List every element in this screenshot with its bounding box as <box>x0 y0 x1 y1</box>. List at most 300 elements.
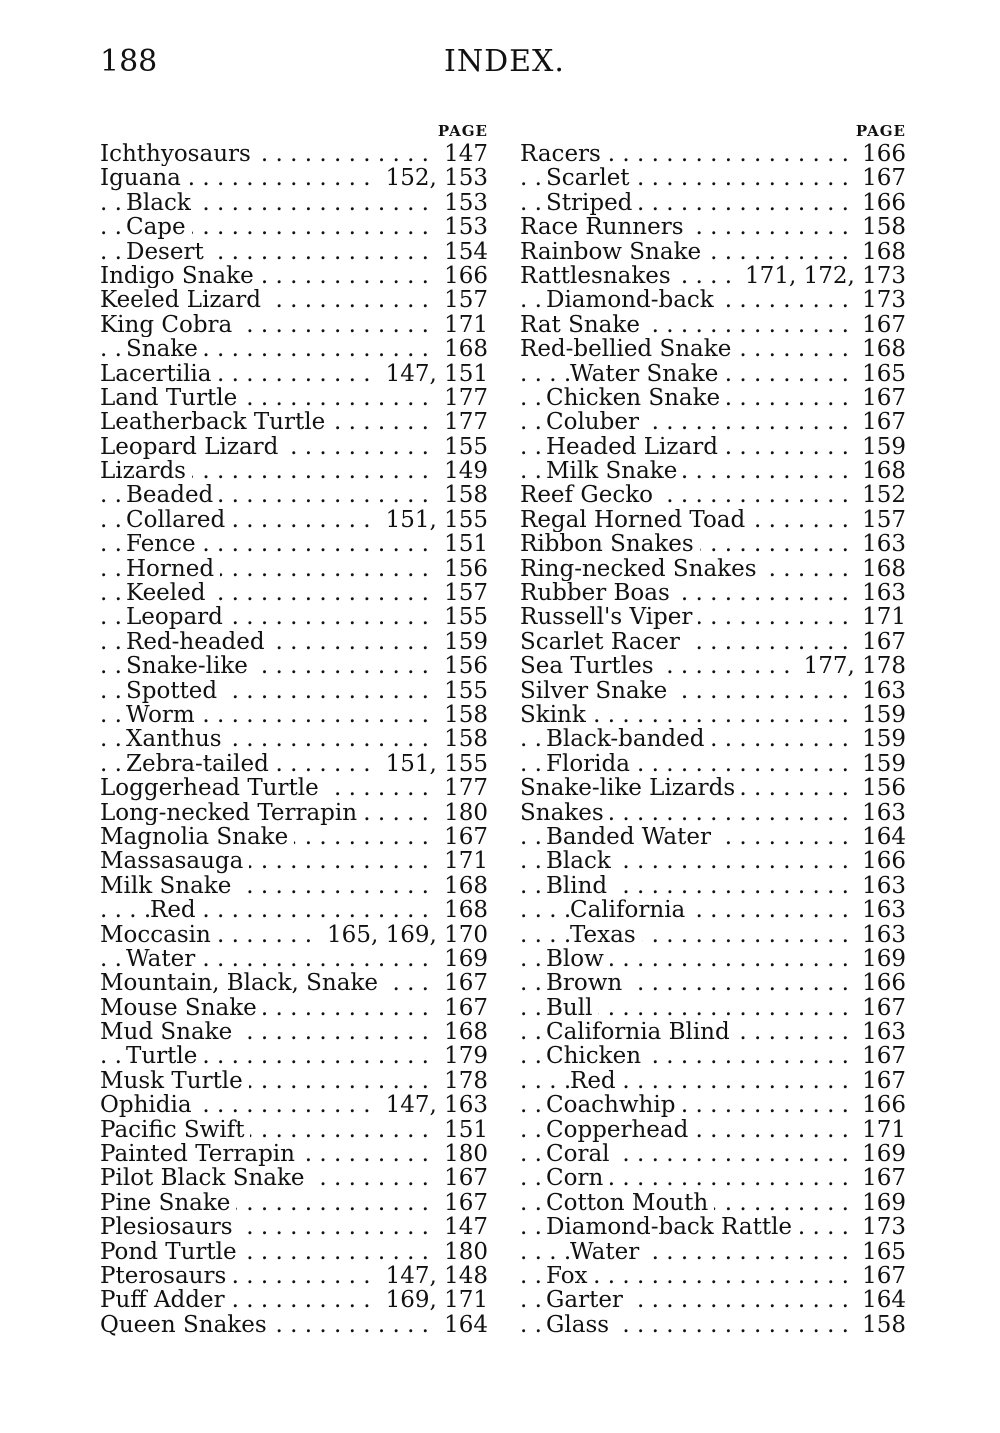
index-entry <box>100 557 488 581</box>
index-column-right <box>520 120 906 1337</box>
page-reference: 167 <box>856 1044 906 1068</box>
index-term: Snakes <box>520 801 610 825</box>
index-entry <box>100 1118 488 1142</box>
index-term: Coluber <box>546 410 645 434</box>
page-reference: 166 <box>856 191 906 215</box>
page-reference: 167 <box>856 1166 906 1190</box>
page-reference: 168 <box>438 898 488 922</box>
page-reference: 167 <box>856 410 906 434</box>
index-entry <box>100 483 488 507</box>
index-term: Glass <box>546 1313 615 1337</box>
page-reference: 158 <box>856 215 906 239</box>
index-entry <box>520 1142 906 1166</box>
index-entry <box>520 532 906 556</box>
index-term: Race Runners <box>520 215 690 239</box>
index-term: Snake-like Lizards <box>520 776 741 800</box>
index-term: Rattlesnakes <box>520 264 677 288</box>
index-term: Mud Snake <box>100 1020 238 1044</box>
index-entry <box>520 581 906 605</box>
index-entry <box>100 1020 488 1044</box>
index-term: Regal Horned Toad <box>520 508 751 532</box>
index-entry <box>520 1191 906 1215</box>
page-reference: 155 <box>438 605 488 629</box>
index-term: Land Turtle <box>100 386 243 410</box>
index-term: Iguana <box>100 166 187 190</box>
index-term: Leopard Lizard <box>100 435 284 459</box>
index-term: Snake-like <box>126 654 254 678</box>
page-reference: 163 <box>856 801 906 825</box>
index-entry <box>100 1093 488 1117</box>
page-reference: 165 <box>856 1240 906 1264</box>
page-reference: 159 <box>856 435 906 459</box>
index-entry <box>520 557 906 581</box>
page-reference: 155 <box>438 435 488 459</box>
index-entry <box>100 191 488 215</box>
page-reference: 171 <box>438 313 488 337</box>
page-reference: 147 <box>438 142 488 166</box>
index-term: Massasauga <box>100 849 249 873</box>
page-reference: 167 <box>856 166 906 190</box>
index-entry <box>520 435 906 459</box>
index-term: Water Snake <box>570 362 724 386</box>
page-reference: 167 <box>438 971 488 995</box>
page-reference: 163 <box>856 923 906 947</box>
index-entry <box>100 1191 488 1215</box>
index-entry <box>520 947 906 971</box>
index-entry <box>520 313 906 337</box>
index-entry <box>520 288 906 312</box>
page-reference: 158 <box>856 1313 906 1337</box>
index-term: Coral <box>546 1142 616 1166</box>
index-entry <box>520 142 906 166</box>
index-term: Puff Adder <box>100 1288 231 1312</box>
page-number: 188 <box>100 44 158 79</box>
index-term: Painted Terrapin <box>100 1142 301 1166</box>
index-entry <box>100 459 488 483</box>
index-term: Red <box>570 1069 622 1093</box>
page-reference: 155 <box>438 679 488 703</box>
page-reference: 163 <box>856 898 906 922</box>
index-term: California Blind <box>546 1020 736 1044</box>
index-entry <box>100 727 488 751</box>
index-entry <box>520 727 906 751</box>
index-entry <box>100 386 488 410</box>
index-entry <box>100 1142 488 1166</box>
index-entry <box>100 679 488 703</box>
index-entry <box>100 825 488 849</box>
index-term: Long-necked Terrapin <box>100 801 363 825</box>
index-entry <box>100 654 488 678</box>
index-entry <box>520 605 906 629</box>
page-reference: 169 <box>856 1142 906 1166</box>
index-entry <box>520 1215 906 1239</box>
page-reference: 167 <box>438 825 488 849</box>
index-entry <box>100 264 488 288</box>
index-entry <box>520 264 906 288</box>
index-entry <box>520 752 906 776</box>
page-reference: 164 <box>438 1313 488 1337</box>
page-reference: 167 <box>856 1069 906 1093</box>
index-entry <box>100 752 488 776</box>
page-reference: 151 <box>438 1118 488 1142</box>
index-entry <box>100 630 488 654</box>
index-term: Water <box>126 947 201 971</box>
index-entry <box>520 1264 906 1288</box>
page-reference: 167 <box>856 1264 906 1288</box>
index-term: Keeled <box>126 581 211 605</box>
index-term: Red-headed <box>126 630 271 654</box>
index-term: Headed Lizard <box>546 435 724 459</box>
index-term: Striped <box>546 191 638 215</box>
index-term: Beaded <box>126 483 219 507</box>
page-reference: 168 <box>438 337 488 361</box>
index-term: Queen Snakes <box>100 1313 273 1337</box>
page-reference: 156 <box>856 776 906 800</box>
index-entry <box>520 1093 906 1117</box>
page-reference: 168 <box>856 337 906 361</box>
index-term: Leatherback Turtle <box>100 410 331 434</box>
index-entry <box>520 362 906 386</box>
index-term: Black-banded <box>546 727 710 751</box>
index-entry <box>100 947 488 971</box>
index-term: Pilot Black Snake <box>100 1166 311 1190</box>
page-reference: 151, 155 <box>380 508 488 532</box>
index-term: Fence <box>126 532 202 556</box>
index-term: Snake <box>126 337 204 361</box>
index-entry <box>520 1240 906 1264</box>
index-entry <box>100 874 488 898</box>
page-reference: 167 <box>856 630 906 654</box>
index-term: Desert <box>126 240 210 264</box>
index-entry <box>520 654 906 678</box>
page-reference: 158 <box>438 483 488 507</box>
index-term: Chicken Snake <box>546 386 726 410</box>
page-reference: 168 <box>856 557 906 581</box>
index-entry <box>100 288 488 312</box>
index-term: Pterosaurs <box>100 1264 232 1288</box>
index-term: Reef Gecko <box>520 483 659 507</box>
page-reference: 164 <box>856 825 906 849</box>
page-reference: 166 <box>856 142 906 166</box>
page-reference: 171 <box>856 605 906 629</box>
index-term: Banded Water <box>546 825 717 849</box>
page-reference: 169 <box>856 947 906 971</box>
page-column-label: PAGE <box>437 122 488 140</box>
index-entry <box>520 776 906 800</box>
index-entry <box>100 435 488 459</box>
page-reference: 163 <box>856 532 906 556</box>
index-term: Silver Snake <box>520 679 673 703</box>
index-term: Lizards <box>100 459 192 483</box>
index-term: King Cobra <box>100 313 238 337</box>
page-reference: 163 <box>856 874 906 898</box>
page-reference: 169 <box>438 947 488 971</box>
index-entry <box>100 1215 488 1239</box>
page-reference: 158 <box>438 727 488 751</box>
page-reference: 165 <box>856 362 906 386</box>
index-term: Racers <box>520 142 607 166</box>
index-term: Collared <box>126 508 231 532</box>
index-term: Florida <box>546 752 636 776</box>
page-reference: 167 <box>438 996 488 1020</box>
index-entry <box>100 703 488 727</box>
index-term: Spotted <box>126 679 223 703</box>
index-term: Cotton Mouth <box>546 1191 714 1215</box>
page-reference: 180 <box>438 1142 488 1166</box>
page-reference: 166 <box>438 264 488 288</box>
index-entry <box>520 1118 906 1142</box>
index-term: Black <box>546 849 617 873</box>
page-reference: 156 <box>438 557 488 581</box>
page-reference: 159 <box>856 703 906 727</box>
index-term: Horned <box>126 557 220 581</box>
index-column-left <box>100 120 488 1337</box>
index-entry <box>100 1069 488 1093</box>
page-reference: 147, 163 <box>380 1093 488 1117</box>
index-term: Magnolia Snake <box>100 825 294 849</box>
index-entry <box>100 1313 488 1337</box>
page-reference: 151, 155 <box>380 752 488 776</box>
index-entry <box>520 996 906 1020</box>
running-title: INDEX. <box>444 44 565 79</box>
index-term: Rat Snake <box>520 313 646 337</box>
page-reference: 153 <box>438 191 488 215</box>
index-entry <box>520 191 906 215</box>
index-entry <box>520 825 906 849</box>
index-term: Coachwhip <box>546 1093 681 1117</box>
page-reference: 169 <box>856 1191 906 1215</box>
page-reference: 171 <box>856 1118 906 1142</box>
page-reference: 147, 148 <box>380 1264 488 1288</box>
index-term: Milk Snake <box>546 459 683 483</box>
page-reference: 167 <box>856 996 906 1020</box>
index-entry <box>520 483 906 507</box>
index-entry <box>100 1044 488 1068</box>
index-entry <box>100 581 488 605</box>
index-entry <box>520 386 906 410</box>
page-reference: 159 <box>856 727 906 751</box>
index-entry <box>100 166 488 190</box>
page-reference: 152, 153 <box>380 166 488 190</box>
index-entry <box>520 898 906 922</box>
page-reference: 152 <box>856 483 906 507</box>
page-reference: 167 <box>856 313 906 337</box>
index-entry <box>100 362 488 386</box>
index-term: Ichthyosaurs <box>100 142 257 166</box>
page-reference: 147, 151 <box>380 362 488 386</box>
index-term: Turtle <box>126 1044 203 1068</box>
index-entry <box>520 215 906 239</box>
index-term: Worm <box>126 703 201 727</box>
page-reference: 179 <box>438 1044 488 1068</box>
index-term: Red <box>150 898 202 922</box>
page-reference: 166 <box>856 849 906 873</box>
index-term: Xanthus <box>126 727 228 751</box>
index-term: Mouse Snake <box>100 996 263 1020</box>
index-term: Russell's Viper <box>520 605 698 629</box>
page-reference: 157 <box>856 508 906 532</box>
index-term: Pine Snake <box>100 1191 236 1215</box>
index-term: Texas <box>570 923 642 947</box>
page-reference: 177 <box>438 410 488 434</box>
index-term: Mountain, Black, Snake <box>100 971 384 995</box>
index-entry <box>100 215 488 239</box>
index-entry <box>100 801 488 825</box>
page-reference: 166 <box>856 971 906 995</box>
page-reference: 178 <box>438 1069 488 1093</box>
index-entry <box>520 874 906 898</box>
index-term: Rubber Boas <box>520 581 676 605</box>
index-entry <box>100 1264 488 1288</box>
page-reference: 177, 178 <box>798 654 906 678</box>
index-term: Blow <box>546 947 610 971</box>
index-entry <box>100 1288 488 1312</box>
index-entry <box>520 240 906 264</box>
index-entry <box>100 508 488 532</box>
index-term: Diamond-back <box>546 288 720 312</box>
index-term: Loggerhead Turtle <box>100 776 325 800</box>
page-reference: 166 <box>856 1093 906 1117</box>
index-entry <box>520 1044 906 1068</box>
index-term: Pond Turtle <box>100 1240 243 1264</box>
index-term: Brown <box>546 971 628 995</box>
index-entry <box>520 630 906 654</box>
page-reference: 177 <box>438 386 488 410</box>
page-reference: 177 <box>438 776 488 800</box>
page-reference: 151 <box>438 532 488 556</box>
page-reference: 173 <box>856 1215 906 1239</box>
index-entry <box>520 1069 906 1093</box>
index-entry-list <box>520 142 906 1337</box>
index-entry <box>100 313 488 337</box>
index-term: Garter <box>546 1288 629 1312</box>
index-entry <box>520 679 906 703</box>
index-term: Copperhead <box>546 1118 694 1142</box>
index-term: Rainbow Snake <box>520 240 707 264</box>
page-reference: 163 <box>856 1020 906 1044</box>
index-entry <box>100 923 488 947</box>
index-entry <box>520 1166 906 1190</box>
index-entry <box>100 996 488 1020</box>
index-term: Ribbon Snakes <box>520 532 700 556</box>
index-entry <box>520 801 906 825</box>
page-reference: 167 <box>438 1191 488 1215</box>
page-reference: 171 <box>438 849 488 873</box>
index-entry <box>520 166 906 190</box>
index-entry <box>520 971 906 995</box>
page-reference: 173 <box>856 288 906 312</box>
index-entry <box>520 849 906 873</box>
index-term: California <box>570 898 691 922</box>
page-reference: 168 <box>438 874 488 898</box>
index-entry <box>100 532 488 556</box>
index-term: Zebra-tailed <box>126 752 275 776</box>
index-entry <box>520 1313 906 1337</box>
page-reference: 154 <box>438 240 488 264</box>
index-entry <box>100 337 488 361</box>
page-reference: 169, 171 <box>380 1288 488 1312</box>
index-term: Indigo Snake <box>100 264 260 288</box>
index-term: Musk Turtle <box>100 1069 249 1093</box>
page-reference: 157 <box>438 288 488 312</box>
index-entry <box>100 898 488 922</box>
index-term: Chicken <box>546 1044 647 1068</box>
page-reference: 164 <box>856 1288 906 1312</box>
index-entry-list <box>100 142 488 1337</box>
page-reference: 156 <box>438 654 488 678</box>
index-term: Blind <box>546 874 613 898</box>
index-term: Corn <box>546 1166 609 1190</box>
index-entry <box>100 240 488 264</box>
index-term: Moccasin <box>100 923 217 947</box>
index-term: Lacertilia <box>100 362 218 386</box>
page-reference: 159 <box>856 752 906 776</box>
index-entry <box>100 776 488 800</box>
index-term: Plesiosaurs <box>100 1215 239 1239</box>
index-term: Scarlet Racer <box>520 630 686 654</box>
index-entry <box>520 1020 906 1044</box>
index-term: Skink <box>520 703 592 727</box>
page-reference: 158 <box>438 703 488 727</box>
index-entry <box>520 459 906 483</box>
index-term: Red-bellied Snake <box>520 337 737 361</box>
index-entry <box>100 410 488 434</box>
index-term: Pacific Swift <box>100 1118 250 1142</box>
page-reference: 153 <box>438 215 488 239</box>
index-entry <box>100 971 488 995</box>
index-term: Milk Snake <box>100 874 237 898</box>
index-entry <box>520 410 906 434</box>
index-term: Diamond-back Rattle <box>546 1215 798 1239</box>
index-term: Fox <box>546 1264 594 1288</box>
page-reference: 163 <box>856 581 906 605</box>
page-reference: 167 <box>438 1166 488 1190</box>
index-term: Leopard <box>126 605 229 629</box>
page-reference: 165, 169, 170 <box>321 923 488 947</box>
page-reference: 168 <box>438 1020 488 1044</box>
page-reference: 168 <box>856 240 906 264</box>
page-reference: 180 <box>438 1240 488 1264</box>
page-reference: 163 <box>856 679 906 703</box>
page-column-label: PAGE <box>855 122 906 140</box>
page-reference: 167 <box>856 386 906 410</box>
page-reference: 149 <box>438 459 488 483</box>
index-term: Black <box>126 191 197 215</box>
index-term: Sea Turtles <box>520 654 660 678</box>
index-term: Keeled Lizard <box>100 288 267 312</box>
index-entry <box>100 142 488 166</box>
page-reference: 147 <box>438 1215 488 1239</box>
index-entry <box>100 1166 488 1190</box>
index-term: Bull <box>546 996 598 1020</box>
index-term: Water <box>570 1240 645 1264</box>
page-reference: 180 <box>438 801 488 825</box>
index-entry <box>520 923 906 947</box>
index-entry <box>520 1288 906 1312</box>
index-entry <box>520 508 906 532</box>
index-entry <box>520 337 906 361</box>
page-reference: 168 <box>856 459 906 483</box>
index-entry <box>100 605 488 629</box>
index-term: Ring-necked Snakes <box>520 557 763 581</box>
page-reference: 157 <box>438 581 488 605</box>
index-entry <box>100 849 488 873</box>
index-term: Scarlet <box>546 166 636 190</box>
index-entry <box>100 1240 488 1264</box>
index-term: Cape <box>126 215 192 239</box>
index-term: Ophidia <box>100 1093 198 1117</box>
page-reference: 171, 172, 173 <box>739 264 906 288</box>
